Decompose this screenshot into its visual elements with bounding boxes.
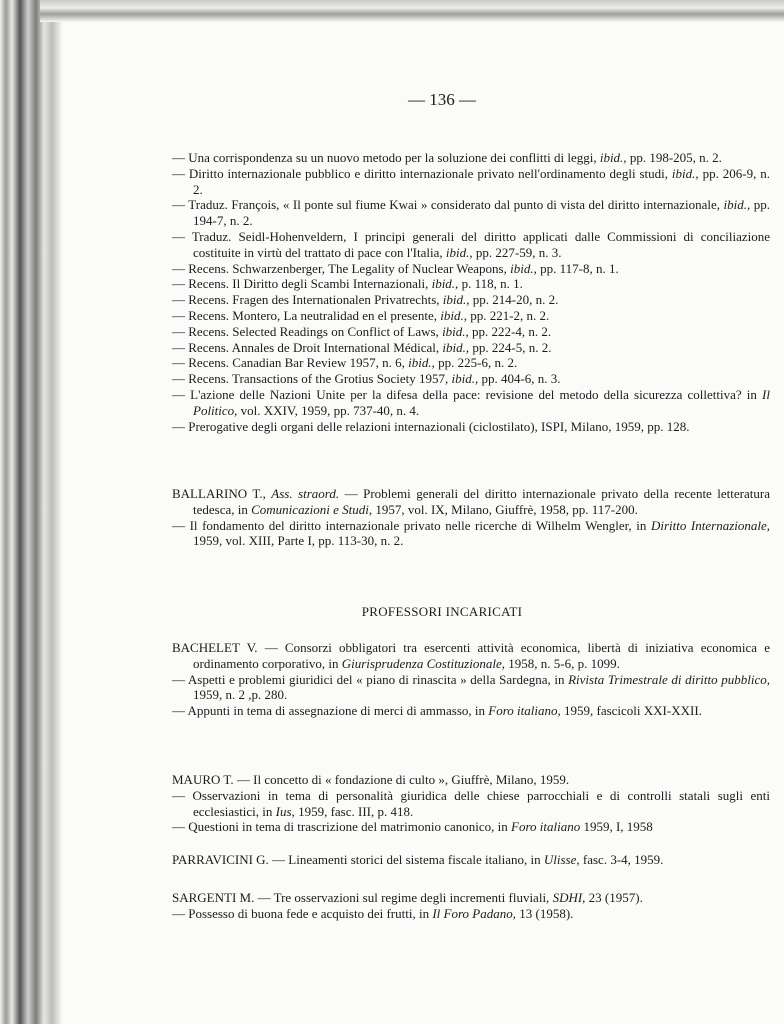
entry-text: pp. 221-2, n. 2. bbox=[466, 307, 550, 323]
entry-text: pp. 198-205, n. 2. bbox=[626, 150, 722, 165]
bibliography-entry bbox=[172, 788, 770, 820]
entry-text: — Possesso di buona fede e acquisto dei frutti, in bbox=[172, 905, 433, 921]
entry-text: 13 (1958). bbox=[515, 905, 574, 921]
bibliography-entry bbox=[172, 229, 770, 261]
bibliography-entry bbox=[172, 292, 770, 308]
entry-text: BACHELET V. — Consorzi obbligatori tra esercenti attività economica, libertà di iniziativa economica e ordinamento corporativo, in bbox=[172, 640, 770, 671]
entry-text: pp. 224-5, n. 2. bbox=[469, 339, 552, 355]
entry-italic-text: Giurisprudenza Costituzionale, bbox=[341, 655, 505, 671]
entry-text: pp. 194-7, n. 2. bbox=[193, 197, 771, 229]
entry-text: — Recens. Transactions of the Grotius Society 1957, bbox=[172, 371, 452, 387]
bibliography-entry bbox=[172, 387, 770, 419]
bibliography-entry bbox=[172, 261, 770, 277]
entry-text: vol. XXIV, 1959, pp. 737-40, n. 4. bbox=[237, 402, 420, 418]
bibliography-entry bbox=[172, 419, 770, 435]
bibliography-entry bbox=[172, 906, 770, 922]
entry-text: 1958, n. 5-6, p. 1099. bbox=[505, 655, 620, 671]
entry-italic-text: Ulisse, bbox=[543, 852, 580, 867]
entry-text: 1959, fascicoli XXI-XXII. bbox=[560, 703, 702, 719]
entry-text: SARGENTI M. — Tre osservazioni sul regime degli incrementi fluviali, bbox=[172, 890, 553, 905]
bibliography-entry bbox=[172, 150, 770, 166]
entry-text: pp. 214-20, n. 2. bbox=[469, 292, 559, 308]
entry-italic-text: ibid., bbox=[442, 339, 470, 355]
bibliography-group-sargenti bbox=[172, 890, 770, 922]
entry-italic-text: Foro italiano bbox=[511, 819, 581, 835]
entry-text: — Problemi generali del diritto internazionale privato della recente letteratura tedesca, in bbox=[193, 486, 770, 517]
bibliography-group-bachelet bbox=[172, 640, 770, 719]
bibliography-entry bbox=[172, 486, 770, 518]
entry-italic-text: ibid., bbox=[442, 292, 470, 308]
entry-italic-text: ibid., bbox=[408, 355, 435, 371]
entry-italic-text: ibid., bbox=[440, 307, 467, 323]
entry-italic-text: Ass. straord. bbox=[271, 486, 340, 501]
entry-text: — Osservazioni in tema di personalità giuridica delle chiese parrocchiali e di controlli statali sugli enti ecclesiastici, in bbox=[172, 787, 770, 819]
entry-text: pp. 404-6, n. 3. bbox=[478, 371, 561, 387]
entry-text: — Traduz. Seidl-Hohenveldern, I principi generali del diritto applicati dalle Commissioni di conciliazione costituite in virtù del trattato di pace con l'Italia, bbox=[172, 228, 770, 260]
entry-text: 1959, I, 1958 bbox=[580, 819, 653, 835]
entry-text: fasc. 3-4, 1959. bbox=[579, 852, 664, 867]
entry-text: 1959, fasc. III, p. 418. bbox=[294, 803, 414, 819]
entry-text: — Recens. Annales de Droit International Médical, bbox=[172, 339, 443, 355]
bibliography-group-ballarino bbox=[172, 486, 770, 549]
entry-text: — Traduz. François, « Il ponte sul fiume Kwai » considerato dal punto di vista del diritto internazionale, bbox=[172, 197, 724, 213]
scan-binding-edge bbox=[0, 0, 62, 1024]
entry-text: — Appunti in tema di assegnazione di merci di ammasso, in bbox=[172, 703, 489, 719]
entry-italic-text: SDHI, bbox=[552, 890, 586, 905]
entry-italic-text: Comunicazioni e Studi, bbox=[251, 501, 373, 517]
entry-italic-text: Diritto Internazionale, bbox=[650, 517, 770, 533]
entry-text: — Recens. Il Diritto degli Scambi Internazionali, bbox=[172, 276, 432, 292]
bibliography-entry bbox=[172, 197, 770, 229]
bibliography-entry bbox=[172, 772, 770, 788]
entry-text: — Aspetti e problemi giuridici del « piano di rinascita » della Sardegna, in bbox=[172, 671, 569, 687]
entry-text: — Recens. Selected Readings on Conflict of Laws, bbox=[172, 323, 443, 339]
entry-text: 1959, n. 2 ,p. 280. bbox=[193, 687, 288, 703]
bibliography-group-mauro bbox=[172, 772, 770, 835]
entry-text: — Questioni in tema di trascrizione del matrimonio canonico, in bbox=[172, 819, 511, 835]
bibliography-entry bbox=[172, 371, 770, 387]
entry-text: — Recens. Fragen des Internationalen Privatrechts, bbox=[172, 292, 443, 308]
bibliography-entry bbox=[172, 308, 770, 324]
bibliography-group-1 bbox=[172, 150, 770, 434]
bibliography-group-parravicini bbox=[172, 852, 770, 868]
entry-text: — L'azione delle Nazioni Unite per la difesa della pace: revisione del metodo della sicurezza collettiva? in bbox=[172, 386, 763, 402]
entry-text: pp. 117-8, n. 1. bbox=[536, 260, 619, 276]
entry-text: p. 118, n. 1. bbox=[458, 276, 523, 292]
entry-text: — Il fondamento del diritto internazionale privato nelle ricerche di Wilhelm Wengler, in bbox=[172, 517, 651, 533]
entry-text: — Prerogative degli organi delle relazioni internazionali (ciclostilato), ISPI, Milano, 1959, pp. 128. bbox=[172, 418, 690, 434]
section-heading: PROFESSORI INCARICATI bbox=[361, 604, 523, 619]
entry-italic-text: ibid., bbox=[451, 371, 479, 387]
entry-text: pp. 222-4, n. 2. bbox=[468, 323, 552, 339]
entry-italic-text: ibid., bbox=[599, 150, 627, 165]
entry-text: — Recens. Canadian Bar Review 1957, n. 6, bbox=[172, 355, 409, 371]
bibliography-entry bbox=[172, 324, 770, 340]
bibliography-entry bbox=[172, 276, 770, 292]
entry-italic-text: Il Politico, bbox=[193, 386, 770, 418]
entry-italic-text: ibid., bbox=[723, 197, 751, 213]
bibliography-entry bbox=[172, 640, 770, 672]
entry-italic-text: Ius, bbox=[275, 803, 295, 819]
entry-text: MAURO T. — Il concetto di « fondazione di culto », Giuffrè, Milano, 1959. bbox=[172, 772, 570, 787]
bibliography-entry bbox=[172, 819, 770, 835]
entry-italic-text: ibid., bbox=[510, 260, 537, 276]
entry-text: pp. 206-9, n. 2. bbox=[193, 165, 770, 197]
entry-text: pp. 225-6, n. 2. bbox=[434, 355, 518, 371]
entry-text: pp. 227-59, n. 3. bbox=[472, 244, 562, 260]
bibliography-entry bbox=[172, 703, 770, 719]
bibliography-entry bbox=[172, 166, 770, 198]
entry-text: PARRAVICINI G. — Lineamenti storici del sistema fiscale italiano, in bbox=[172, 852, 544, 867]
bibliography-entry bbox=[172, 672, 770, 704]
bibliography-entry bbox=[172, 852, 770, 868]
entry-italic-text: Rivista Trimestrale di diritto pubblico, bbox=[568, 671, 770, 687]
bibliography-entry bbox=[172, 355, 770, 371]
entry-text: BALLARINO T., bbox=[172, 486, 272, 501]
entry-text: — Una corrispondenza su un nuovo metodo per la soluzione dei conflitti di leggi, bbox=[172, 150, 600, 165]
page-number: — 136 — bbox=[408, 90, 476, 109]
entry-text: — Diritto internazionale pubblico e diritto internazionale privato nell'ordinamento degli studi, bbox=[172, 165, 672, 181]
entry-italic-text: Foro italiano, bbox=[488, 703, 561, 719]
entry-italic-text: Il Foro Padano, bbox=[432, 905, 516, 921]
entry-italic-text: ibid., bbox=[671, 165, 699, 181]
bibliography-entry bbox=[172, 340, 770, 356]
entry-text: 1959, vol. XIII, Parte I, pp. 113-30, n. 2. bbox=[193, 533, 404, 549]
entry-text: 23 (1957). bbox=[585, 890, 643, 905]
entry-text: — Recens. Montero, La neutralidad en el presente, bbox=[172, 307, 441, 323]
entry-text: — Recens. Schwarzenberger, The Legality of Nuclear Weapons, bbox=[172, 260, 511, 276]
bibliography-entry bbox=[172, 518, 770, 550]
entry-text: 1957, vol. IX, Milano, Giuffrè, 1958, pp. 117-200. bbox=[372, 501, 638, 517]
entry-italic-text: ibid., bbox=[445, 244, 473, 260]
entry-italic-text: ibid., bbox=[442, 323, 469, 339]
scan-top-edge bbox=[40, 0, 784, 22]
entry-italic-text: ibid., bbox=[431, 276, 459, 292]
bibliography-entry bbox=[172, 890, 770, 906]
